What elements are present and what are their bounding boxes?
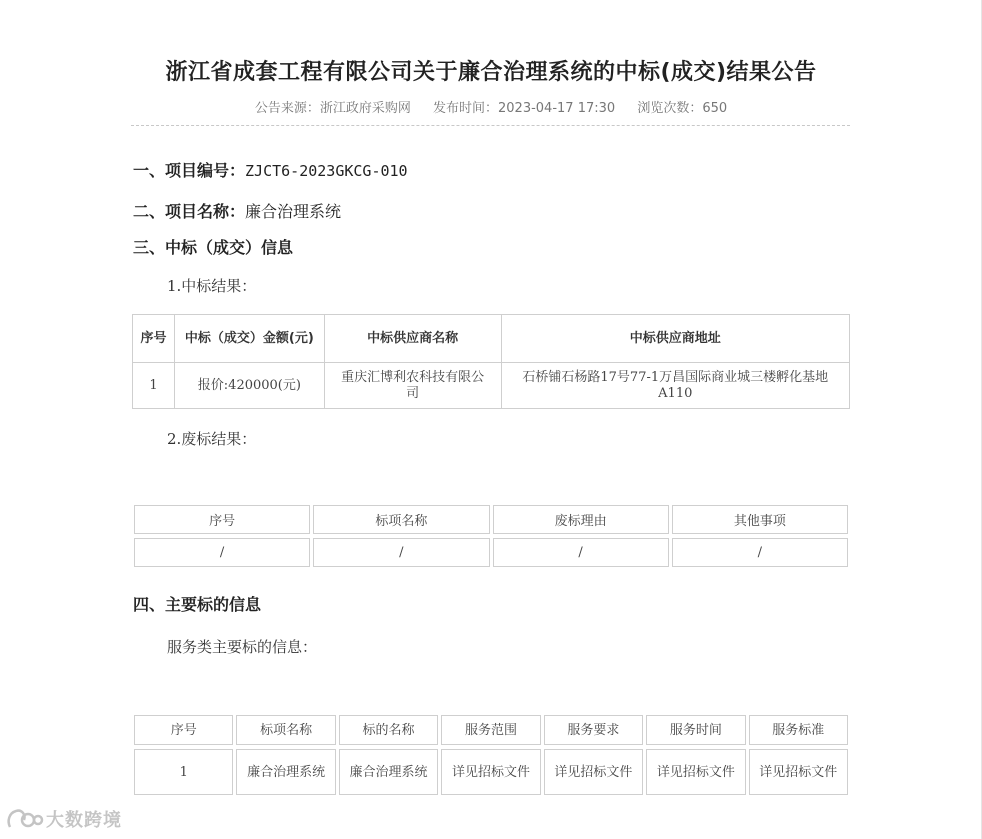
failed-result-label: 2.废标结果： <box>167 430 257 448</box>
project-number-value: ZJCT6-2023GKCG-010 <box>245 162 408 180</box>
cell-supplier-name: 重庆汇博利农科技有限公司 <box>324 363 501 409</box>
header-cell-amount: 中标（成交）金额(元) <box>174 315 324 363</box>
source-label: 公告来源：浙江政府采购网 <box>254 101 411 116</box>
cell-service-requirement: 详见招标文件 <box>544 749 643 795</box>
cell-service-standard: 详见招标文件 <box>749 749 848 795</box>
project-name-value: 廉合治理系统 <box>245 202 342 221</box>
cell-supplier-address: 石桥铺石杨路17号77-1万昌国际商业城三楼孵化基地A110 <box>501 363 849 409</box>
section-project-number <box>133 158 408 181</box>
header-cell-service-time: 服务时间 <box>646 715 745 745</box>
header-cell-supplier-name: 中标供应商名称 <box>324 315 501 363</box>
section-main-subject: 四、主要标的信息 <box>133 595 262 614</box>
watermark-text: 大数跨境 <box>46 810 122 831</box>
header-cell-other: 其他事项 <box>672 505 848 534</box>
service-subject-label: 服务类主要标的信息： <box>167 638 318 656</box>
service-subject-table <box>134 715 848 795</box>
cell-index: 1 <box>133 363 175 409</box>
cell-index: 1 <box>134 749 233 795</box>
cell-service-time: 详见招标文件 <box>646 749 745 795</box>
header-cell-service-requirement: 服务要求 <box>544 715 643 745</box>
header-cell-lot-name: 标项名称 <box>313 505 489 534</box>
header-cell-service-standard: 服务标准 <box>749 715 848 745</box>
section-award-info: 三、中标（成交）信息 <box>133 238 294 257</box>
announcement-meta <box>0 97 982 116</box>
section-project-name <box>133 199 341 222</box>
award-result-label: 1.中标结果： <box>167 277 257 295</box>
cell-reason: / <box>493 538 669 567</box>
project-name-heading: 二、项目名称： <box>133 202 246 221</box>
cell-lot-name: / <box>313 538 489 567</box>
header-cell-lot-name: 标项名称 <box>236 715 335 745</box>
header-cell-index: 序号 <box>133 315 175 363</box>
table-header-row <box>133 315 850 363</box>
cell-other: / <box>672 538 848 567</box>
cell-service-scope: 详见招标文件 <box>441 749 540 795</box>
failed-bid-table <box>134 505 848 567</box>
publish-time-label: 发布时间：2023-04-17 17:30 <box>433 101 616 116</box>
watermark <box>6 806 122 832</box>
award-result-table <box>132 314 850 409</box>
project-number-heading: 一、项目编号： <box>133 161 246 180</box>
cell-index: / <box>134 538 310 567</box>
header-cell-index: 序号 <box>134 715 233 745</box>
page-title: 浙江省成套工程有限公司关于廉合治理系统的中标(成交)结果公告 <box>165 60 817 85</box>
view-count-label: 浏览次数：650 <box>637 101 728 116</box>
header-cell-supplier-address: 中标供应商地址 <box>501 315 849 363</box>
header-cell-subject-name: 标的名称 <box>339 715 438 745</box>
header-divider <box>131 125 850 126</box>
brand-logo-icon <box>6 807 44 831</box>
cell-lot-name: 廉合治理系统 <box>236 749 335 795</box>
header-cell-index: 序号 <box>134 505 310 534</box>
table-row <box>133 363 850 409</box>
cell-amount: 报价:420000(元) <box>174 363 324 409</box>
header-cell-reason: 废标理由 <box>493 505 669 534</box>
cell-subject-name: 廉合治理系统 <box>339 749 438 795</box>
header-cell-service-scope: 服务范围 <box>441 715 540 745</box>
